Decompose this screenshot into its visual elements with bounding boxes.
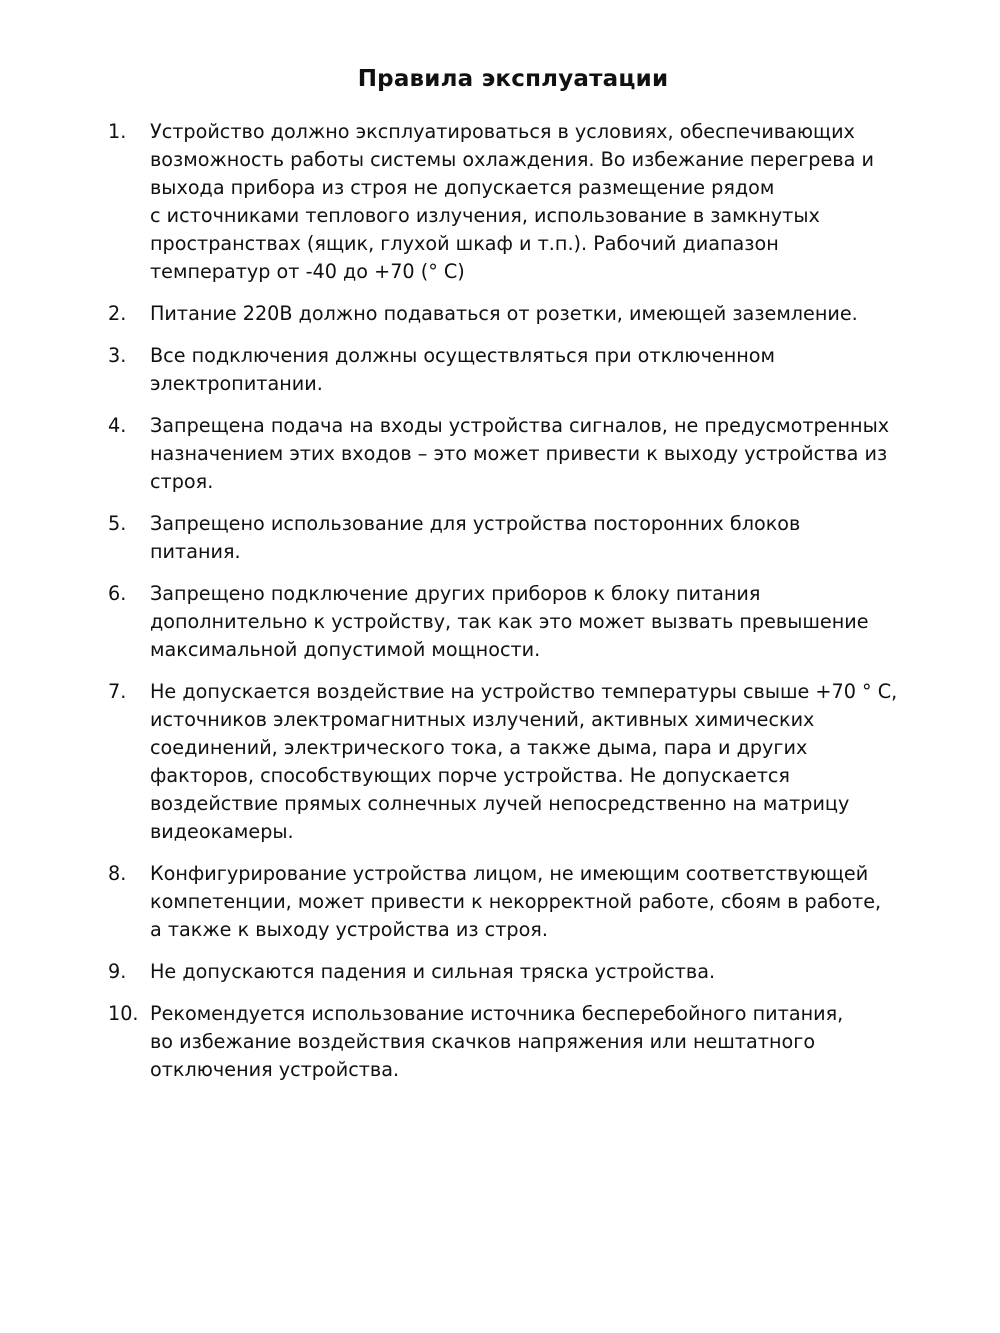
- rule-number: 5.: [108, 512, 127, 535]
- rule-text: [150, 118, 928, 286]
- rule-item: [108, 860, 928, 944]
- rule-item: [108, 678, 928, 846]
- rule-text-line: температур от -40 до +70 (° С): [150, 260, 465, 283]
- rule-text-line: Запрещено использование для устройства посторонних блоков: [150, 512, 801, 535]
- rule-text: [150, 958, 928, 986]
- rule-text: [150, 860, 928, 944]
- rule-number: 4.: [108, 414, 127, 437]
- rule-text-line: возможность работы системы охлаждения. Во избежание перегрева и: [150, 148, 874, 171]
- rule-text: [150, 1000, 928, 1084]
- rule-text-line: назначением этих входов – это может привести к выходу устройства из: [150, 442, 888, 465]
- rule-item: [108, 580, 928, 664]
- rule-text-line: пространствах (ящик, глухой шкаф и т.п.). Рабочий диапазон: [150, 232, 779, 255]
- rule-item: [108, 412, 928, 496]
- rule-text-line: питания.: [150, 540, 241, 563]
- rule-text-line: с источниками теплового излучения, использование в замкнутых: [150, 204, 820, 227]
- rule-text-line: Запрещена подача на входы устройства сигналов, не предусмотренных: [150, 414, 890, 437]
- rule-number: 8.: [108, 862, 127, 885]
- rule-text: [150, 580, 928, 664]
- rule-item: [108, 958, 928, 986]
- rules-list: [108, 118, 928, 1098]
- rule-text-line: выхода прибора из строя не допускается размещение рядом: [150, 176, 775, 199]
- rule-item: [108, 118, 928, 286]
- rule-text-line: Все подключения должны осуществляться при отключенном: [150, 344, 776, 367]
- rule-text: [150, 300, 928, 328]
- rule-text-line: электропитании.: [150, 372, 323, 395]
- rule-number: 10.: [108, 1002, 139, 1025]
- rule-text-line: Не допускается воздействие на устройство температуры свыше +70 ° С,: [150, 680, 898, 703]
- rule-number: 2.: [108, 302, 127, 325]
- rule-text: [150, 342, 928, 398]
- rule-text-line: соединений, электрического тока, а также дыма, пара и других: [150, 736, 808, 759]
- rule-text-line: отключения устройства.: [150, 1058, 400, 1081]
- rule-text-line: факторов, способствующих порче устройства. Не допускается: [150, 764, 790, 787]
- rule-text-line: источников электромагнитных излучений, активных химических: [150, 708, 815, 731]
- rule-text-line: строя.: [150, 470, 214, 493]
- rule-number: 7.: [108, 680, 127, 703]
- rule-text-line: компетенции, может привести к некорректной работе, сбоям в работе,: [150, 890, 882, 913]
- rule-text-line: а также к выходу устройства из строя.: [150, 918, 548, 941]
- rule-text-line: Конфигурирование устройства лицом, не имеющим соответствующей: [150, 862, 869, 885]
- rule-text-line: дополнительно к устройству, так как это может вызвать превышение: [150, 610, 869, 633]
- rule-number: 6.: [108, 582, 127, 605]
- rule-item: [108, 342, 928, 398]
- rule-item: [108, 510, 928, 566]
- rule-text-line: Запрещено подключение других приборов к блоку питания: [150, 582, 761, 605]
- rule-text-line: воздействие прямых солнечных лучей непосредственно на матрицу: [150, 792, 850, 815]
- rule-text-line: максимальной допустимой мощности.: [150, 638, 541, 661]
- rule-text: [150, 678, 928, 846]
- rule-text: [150, 412, 928, 496]
- rule-text-line: во избежание воздействия скачков напряжения или нештатного: [150, 1030, 816, 1053]
- rule-item: [108, 1000, 928, 1084]
- rule-text-line: Устройство должно эксплуатироваться в условиях, обеспечивающих: [150, 120, 855, 143]
- rule-item: [108, 300, 928, 328]
- rule-text-line: Не допускаются падения и сильная тряска устройства.: [150, 960, 716, 983]
- rule-text-line: видеокамеры.: [150, 820, 294, 843]
- rule-text-line: Рекомендуется использование источника бесперебойного питания,: [150, 1002, 844, 1025]
- rule-number: 3.: [108, 344, 127, 367]
- rule-text: [150, 510, 928, 566]
- rule-number: 9.: [108, 960, 127, 983]
- rule-number: 1.: [108, 120, 127, 143]
- rule-text-line: Питание 220В должно подаваться от розетки, имеющей заземление.: [150, 302, 858, 325]
- document-title: Правила эксплуатации: [357, 66, 669, 92]
